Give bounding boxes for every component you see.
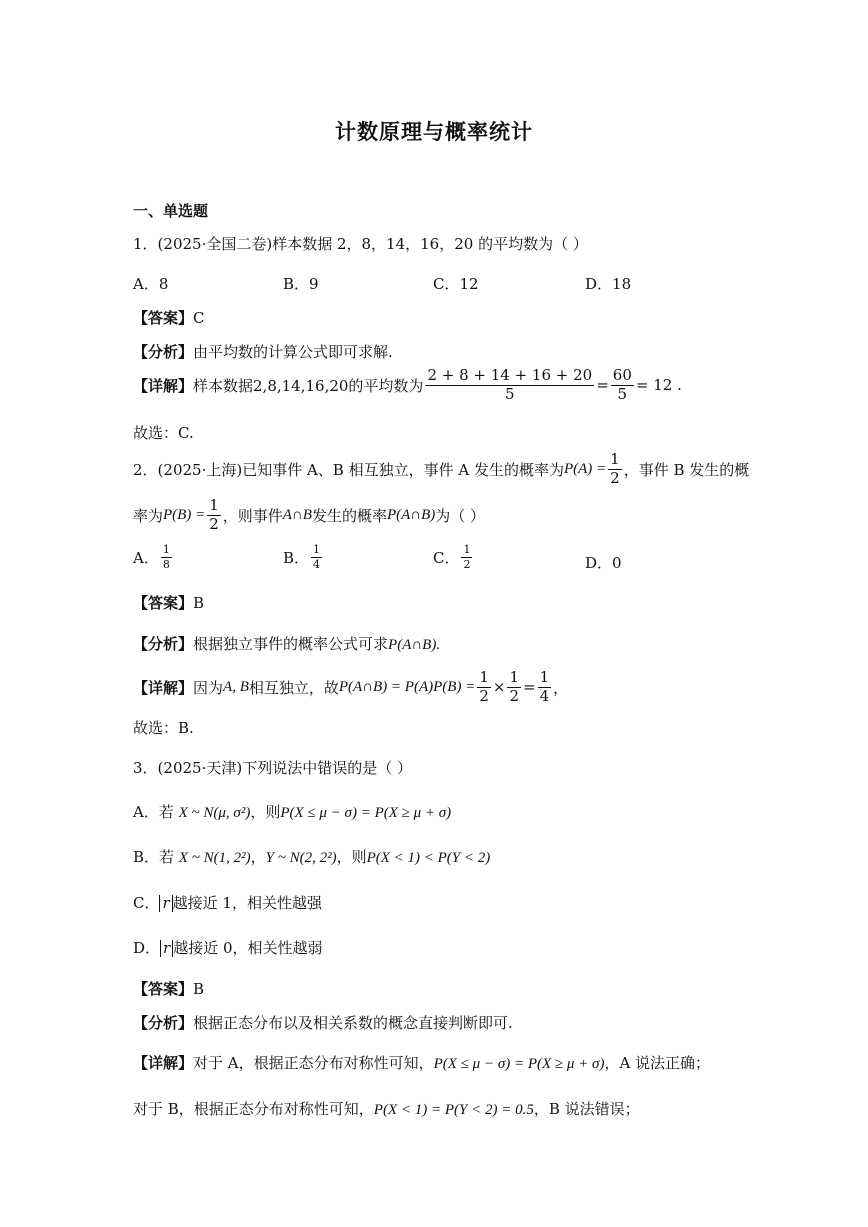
section-heading: 一、单选题: [133, 202, 209, 220]
q2-analysis: 【分析】根据独立事件的概率公式可求P(A∩B).: [133, 635, 441, 653]
q3-option-a: A．若 X ~ N(μ, σ²)，则P(X ≤ μ − σ) = P(X ≥ μ + σ): [133, 803, 452, 821]
q3-option-d: D． r 越接近 0，相关性越弱: [133, 939, 323, 957]
q1-fraction-sum: $\frac{2 + 8 + 14 + 16 + 20}{5}$: [427, 366, 593, 403]
q1-stem: 1．(2025·全国二卷)样本数据 2，8，14，16，20 的平均数为（ ）: [133, 235, 588, 253]
q2-answer: 【答案】B: [133, 594, 205, 612]
q3-option-c: C． r 越接近 1，相关性越强: [133, 894, 322, 912]
q1-detail: 【详解】 样本数据2,8,14,16,20的平均数为 $\frac{2 + 8 + 14 + 16 + 20}{5}$ = $\frac{60}{5}$ = 12 .: [133, 366, 682, 403]
q3-detail-a: 【详解】对于 A，根据正态分布对称性可知，P(X ≤ μ − σ) = P(X ≥ μ + σ)，A 说法正确；: [133, 1054, 711, 1072]
q1-conclusion: 故选：C.: [133, 424, 194, 442]
q2-option-c: C． $\frac{1}{2}$: [433, 543, 471, 571]
q3-answer: 【答案】B: [133, 980, 205, 998]
q3-option-b: B．若 X ~ N(1, 2²)，Y ~ N(2, 2²)，则P(X < 1) < P(Y < 2): [133, 848, 491, 866]
q2-stem-line1: 2．(2025·上海)已知事件 A、B 相互独立，事件 A 发生的概率为 P(A) = $\frac{1}{2}$ ，事件 B 发生的概: [133, 450, 750, 487]
document-title: 计数原理与概率统计: [335, 120, 533, 144]
q1-answer: 【答案】C: [133, 309, 205, 327]
q2-detail: 【详解】 因为 A, B 相互独立，故 P(A∩B) = P(A)P(B) = $\frac{1}{2}$ × $\frac{1}{2}$ = $\frac{1}{4}$ ，: [133, 668, 569, 705]
q2-option-a: A． $\frac{1}{8}$: [133, 543, 170, 571]
q3-detail-b: 对于 B，根据正态分布对称性可知，P(X < 1) = P(Y < 2) = 0.5，B 说法错误；: [133, 1100, 640, 1118]
q3-stem: 3．(2025·天津)下列说法中错误的是（ ）: [133, 759, 412, 777]
q2-option-d: D．0: [585, 554, 622, 572]
q1-analysis: 【分析】由平均数的计算公式即可求解.: [133, 343, 393, 361]
q2-conclusion: 故选：B.: [133, 719, 194, 737]
q3-analysis: 【分析】根据正态分布以及相关系数的概念直接判断即可.: [133, 1014, 513, 1032]
q2-stem-line2: 率为 P(B) = $\frac{1}{2}$ ，则事件 A∩B 发生的概率 P(A∩B) 为（ ）: [133, 496, 486, 533]
q1-option-b: B．9: [283, 275, 319, 293]
q1-fraction-result: $\frac{60}{5}$: [612, 366, 632, 403]
q1-option-a: A．8: [133, 275, 169, 293]
q1-option-d: D．18: [585, 275, 632, 293]
q1-option-c: C．12: [433, 275, 479, 293]
q2-option-b: B． $\frac{1}{4}$: [283, 543, 321, 571]
